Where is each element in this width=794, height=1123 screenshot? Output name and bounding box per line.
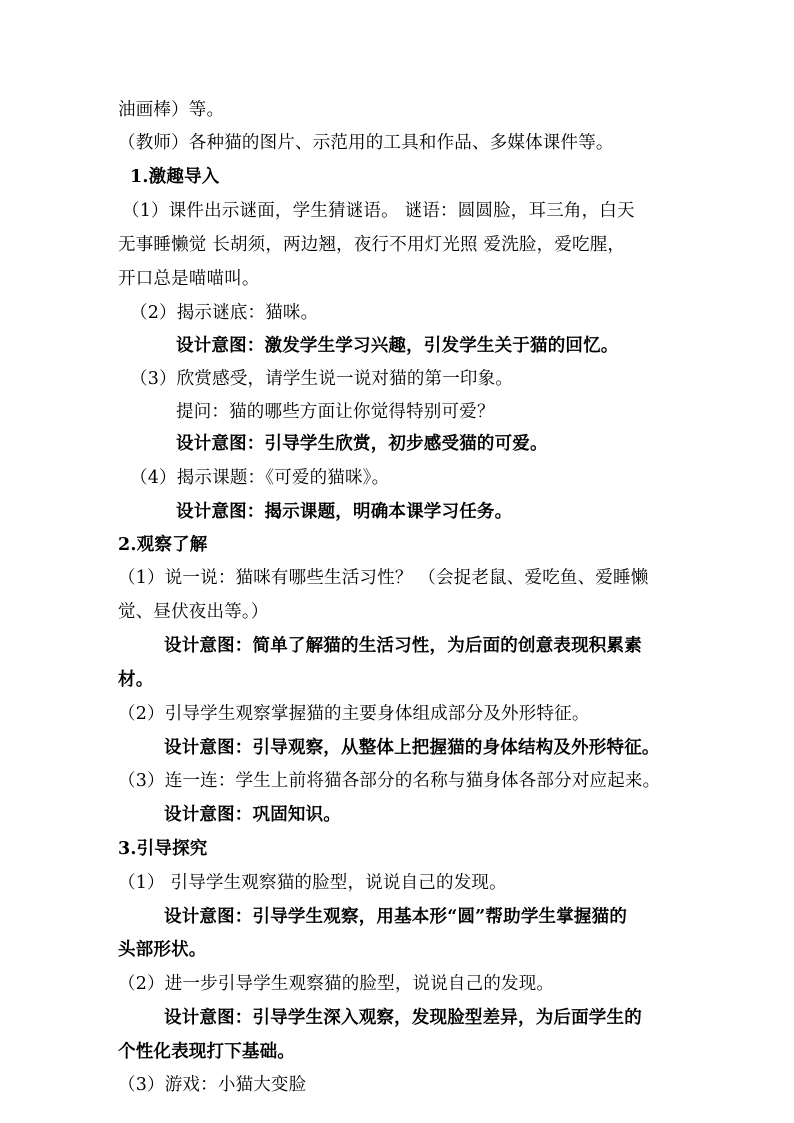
text-line: （3）连一连：学生上前将猫各部分的名称与猫身体各部分对应起来。 xyxy=(118,771,661,791)
text-line: 开口总是喵喵叫。 xyxy=(118,269,260,289)
text-line: 油画棒）等。 xyxy=(118,100,225,120)
text-line: （3）游戏：小猫大变脸 xyxy=(118,1075,307,1095)
text-line: （1）课件出示谜面，学生猜谜语。 谜语：圆圆脸，耳三角，白天 xyxy=(122,201,635,221)
design-intent: 设计意图：引导观察，从整体上把握猫的身体结构及外形特征。 xyxy=(164,738,660,758)
design-intent: 设计意图：揭示课题，明确本课学习任务。 xyxy=(176,502,513,522)
design-intent: 设计意图：引导学生欣赏，初步感受猫的可爱。 xyxy=(176,434,548,454)
section-heading: 3.引导探究 xyxy=(118,839,208,859)
text-line: 无事睡懒觉 长胡须，两边翘，夜行不用灯光照 爱洗脸，爱吃腥， xyxy=(118,235,626,255)
text-line: （2）进一步引导学生观察猫的脸型，说说自己的发现。 xyxy=(118,974,555,994)
design-intent: 设计意图：引导学生深入观察，发现脸型差异，为后面学生的 xyxy=(164,1008,642,1028)
text-line: （3）欣赏感受，请学生说一说对猫的第一印象。 xyxy=(130,369,514,389)
design-intent: 设计意图：简单了解猫的生活习性，为后面的创意表现积累素 xyxy=(164,636,642,656)
section-heading: 2.观察了解 xyxy=(118,535,208,555)
section-heading: 1.激趣导入 xyxy=(130,167,220,187)
design-intent: 设计意图：巩固知识。 xyxy=(164,805,341,825)
text-line: （4）揭示课题：《可爱的猫咪》。 xyxy=(130,468,390,488)
text-line: （2）引导学生观察掌握猫的主要身体组成部分及外形特征。 xyxy=(118,704,590,724)
text-line: 觉、昼伏夜出等。） xyxy=(118,602,269,622)
design-intent: 个性化表现打下基础。 xyxy=(118,1042,295,1062)
design-intent: 设计意图：激发学生学习兴趣，引发学生关于猫的回忆。 xyxy=(176,336,619,356)
design-intent: 材。 xyxy=(118,670,154,690)
design-intent: 头部形状。 xyxy=(118,940,207,960)
text-line: 提问：猫的哪些方面让你觉得特别可爱？ xyxy=(176,402,495,422)
text-line: （1） 引导学生观察猫的脸型，说说自己的发现。 xyxy=(118,873,507,893)
text-line: （教师）各种猫的图片、示范用的工具和作品、多媒体课件等。 xyxy=(118,133,614,153)
design-intent: 设计意图：引导学生观察，用基本形“圆”帮助学生掌握猫的 xyxy=(164,907,628,927)
text-line: （2）揭示谜底：猫咪。 xyxy=(130,303,319,323)
text-line: （1）说一说：猫咪有哪些生活习性？ （会捉老鼠、爱吃鱼、爱睡懒 xyxy=(118,568,649,588)
